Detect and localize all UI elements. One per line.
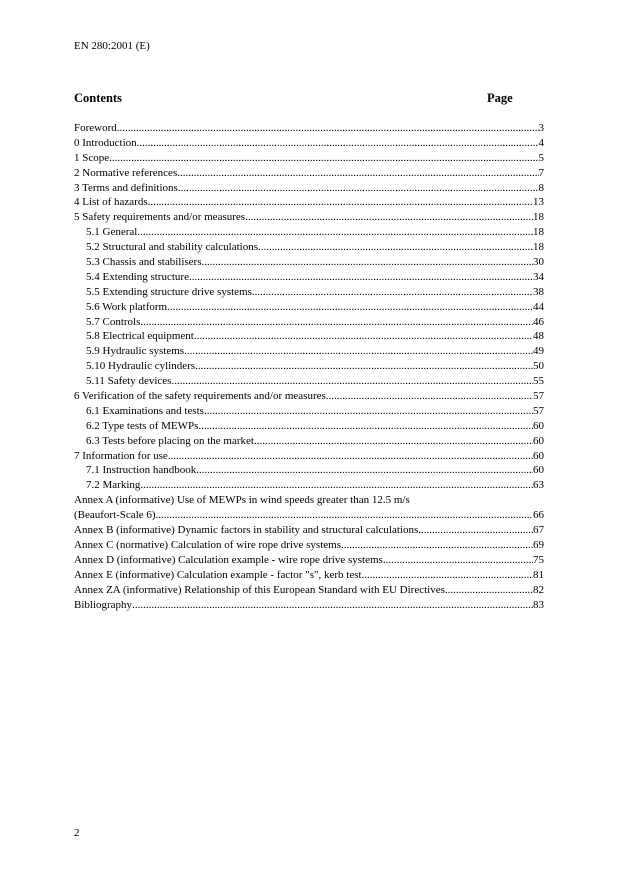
toc-entry-label: Foreword	[74, 122, 117, 134]
toc-entry-5-5[interactable]	[74, 285, 544, 300]
dot-leader	[418, 523, 533, 538]
toc-entry-label: Annex B (informative) Dynamic factors in stability and structural calculations	[74, 524, 419, 537]
toc-entry-page: 55	[533, 375, 544, 388]
toc-entry-page: 60	[533, 464, 544, 477]
dot-leader	[156, 508, 533, 523]
toc-entry-label: Annex C (normative) Calculation of wire rope drive systems	[74, 538, 341, 551]
dot-leader	[137, 225, 533, 240]
toc-entry-page: 30	[533, 256, 544, 269]
toc-entry-label: 5.11 Safety devices	[86, 375, 172, 388]
toc-entry-5-9[interactable]	[74, 344, 544, 359]
dot-leader	[362, 568, 533, 583]
toc-entry-annex-a-continued[interactable]	[74, 508, 544, 523]
toc-entry-scope[interactable]	[74, 151, 544, 166]
toc-entry-label: 5.3 Chassis and stabilisers	[86, 256, 202, 269]
dot-leader	[204, 404, 533, 419]
toc-entry-page: 60	[533, 434, 544, 447]
toc-entry-page: 57	[533, 390, 544, 403]
toc-entry-page: 5	[538, 151, 544, 164]
toc-entry-page: 67	[533, 524, 544, 537]
toc-entry-page: 18	[533, 226, 544, 239]
dot-leader	[171, 374, 533, 389]
toc-entry-page: 57	[533, 404, 544, 417]
toc-entry-foreword[interactable]	[74, 121, 544, 136]
toc-entry-5-6[interactable]	[74, 300, 544, 315]
dot-leader	[189, 270, 533, 285]
toc-entry-page: 8	[538, 181, 544, 194]
toc-entry-5-2[interactable]	[74, 240, 544, 255]
page-column-heading: Page	[487, 91, 513, 105]
dot-leader	[168, 449, 533, 464]
toc-entry-information-for-use[interactable]	[74, 449, 544, 464]
toc-entry-label: 1 Scope	[74, 151, 110, 164]
toc-entry-label: 5.5 Extending structure drive systems	[86, 285, 252, 298]
page-number: 2	[74, 827, 80, 839]
toc-entry-page: 60	[533, 449, 544, 462]
toc-entry-normative-references[interactable]	[74, 166, 544, 181]
dot-leader	[202, 255, 534, 270]
dot-leader	[445, 583, 533, 598]
toc-entry-page: 81	[533, 568, 544, 581]
toc-entry-5-7[interactable]	[74, 315, 544, 330]
toc-entry-terms-definitions[interactable]	[74, 181, 544, 196]
dot-leader	[198, 419, 533, 434]
dot-leader	[341, 538, 533, 553]
dot-leader	[140, 478, 533, 493]
toc-entry-label: Annex A (informative) Use of MEWPs in wind speeds greater than 12.5 m/s	[74, 494, 410, 507]
toc-entry-7-2[interactable]	[74, 478, 544, 493]
toc-entry-page: 50	[533, 360, 544, 373]
toc-entry-5-4[interactable]	[74, 270, 544, 285]
toc-entry-page: 66	[533, 509, 544, 522]
toc-entry-label: 6.1 Examinations and tests	[86, 404, 204, 417]
toc-entry-page: 63	[533, 479, 544, 492]
toc-entry-annex-za[interactable]	[74, 583, 544, 598]
toc-entry-annex-c[interactable]	[74, 538, 544, 553]
toc-entry-label: 7.1 Instruction handbook	[86, 464, 197, 477]
toc-entry-verification[interactable]	[74, 389, 544, 404]
toc-entry-page: 13	[533, 196, 544, 209]
toc-entry-label: (Beaufort-Scale 6)	[74, 509, 156, 522]
toc-entry-label: Annex E (informative) Calculation example - factor "s", kerb test	[74, 568, 362, 581]
toc-entry-label: Annex ZA (informative) Relationship of this European Standard with EU Directives	[74, 583, 445, 596]
toc-entry-annex-b[interactable]	[74, 523, 544, 538]
dot-leader	[137, 136, 539, 151]
toc-entry-label: 0 Introduction	[74, 136, 137, 149]
toc-entry-page: 7	[538, 166, 544, 179]
toc-entry-label: 2 Normative references	[74, 166, 178, 179]
toc-entry-5-10[interactable]	[74, 359, 544, 374]
dot-leader	[196, 463, 533, 478]
toc-entry-page: 46	[533, 315, 544, 328]
toc-entry-label: 6.3 Tests before placing on the market	[86, 434, 254, 447]
dot-leader	[177, 166, 538, 181]
toc-entry-page: 44	[533, 300, 544, 313]
toc-entry-page: 18	[533, 211, 544, 224]
toc-entry-label: 5 Safety requirements and/or measures	[74, 211, 246, 224]
toc-entry-page: 82	[533, 583, 544, 596]
dot-leader	[258, 240, 533, 255]
toc-entry-page: 75	[533, 553, 544, 566]
dot-leader	[178, 181, 539, 196]
toc-entry-annex-a[interactable]	[74, 493, 544, 508]
dot-leader	[140, 315, 533, 330]
toc-entry-label: Annex D (informative) Calculation example - wire rope drive systems	[74, 553, 383, 566]
toc-entry-bibliography[interactable]	[74, 598, 544, 613]
toc-entry-5-1[interactable]	[74, 225, 544, 240]
toc-entry-label: 5.4 Extending structure	[86, 270, 189, 283]
toc-entry-page: 48	[533, 330, 544, 343]
toc-entry-label: 6 Verification of the safety requirements and/or measures	[74, 390, 326, 403]
contents-heading: Contents	[74, 91, 122, 105]
table-of-contents	[74, 121, 544, 612]
toc-entry-label: 5.10 Hydraulic cylinders	[86, 360, 196, 373]
toc-entry-label: 7 Information for use	[74, 449, 168, 462]
dot-leader	[132, 598, 533, 613]
toc-entry-5-8[interactable]	[74, 329, 544, 344]
dot-leader	[195, 359, 533, 374]
dot-leader	[194, 329, 533, 344]
toc-entry-label: Bibliography	[74, 598, 133, 611]
toc-entry-label: 6.2 Type tests of MEWPs	[86, 419, 199, 432]
toc-entry-page: 34	[533, 270, 544, 283]
document-header: EN 280:2001 (E)	[74, 40, 150, 52]
toc-entry-introduction[interactable]	[74, 136, 544, 151]
toc-entry-label: 5.2 Structural and stability calculations	[86, 241, 258, 254]
dot-leader	[383, 553, 533, 568]
toc-entry-7-1[interactable]	[74, 463, 544, 478]
toc-entry-label: 5.6 Work platform	[86, 300, 168, 313]
dot-leader	[254, 434, 533, 449]
toc-entry-label: 5.9 Hydraulic systems	[86, 345, 185, 358]
dot-leader	[109, 151, 538, 166]
toc-entry-6-1[interactable]	[74, 404, 544, 419]
toc-entry-5-11[interactable]	[74, 374, 544, 389]
toc-entry-6-3[interactable]	[74, 434, 544, 449]
toc-entry-page: 83	[533, 598, 544, 611]
toc-entry-annex-d[interactable]	[74, 553, 544, 568]
toc-entry-page: 60	[533, 419, 544, 432]
toc-entry-page: 49	[533, 345, 544, 358]
toc-entry-safety-requirements[interactable]	[74, 210, 544, 225]
toc-entry-page: 38	[533, 285, 544, 298]
dot-leader	[167, 300, 533, 315]
toc-entry-5-3[interactable]	[74, 255, 544, 270]
toc-entry-label: 4 List of hazards	[74, 196, 148, 209]
toc-entry-annex-e[interactable]	[74, 568, 544, 583]
toc-entry-label: 5.7 Controls	[86, 315, 141, 328]
toc-entry-6-2[interactable]	[74, 419, 544, 434]
toc-entry-list-of-hazards[interactable]	[74, 195, 544, 210]
dot-leader	[117, 121, 539, 136]
toc-entry-label: 5.8 Electrical equipment	[86, 330, 194, 343]
dot-leader	[148, 195, 533, 210]
dot-leader	[245, 210, 533, 225]
toc-entry-label: 5.1 General	[86, 226, 138, 239]
toc-entry-page: 3	[538, 122, 544, 134]
dot-leader	[184, 344, 533, 359]
toc-entry-label: 7.2 Marking	[86, 479, 141, 492]
dot-leader	[252, 285, 533, 300]
toc-entry-label: 3 Terms and definitions	[74, 181, 178, 194]
toc-entry-page: 18	[533, 241, 544, 254]
dot-leader	[326, 389, 533, 404]
toc-entry-page: 69	[533, 538, 544, 551]
toc-entry-page: 4	[538, 136, 544, 149]
